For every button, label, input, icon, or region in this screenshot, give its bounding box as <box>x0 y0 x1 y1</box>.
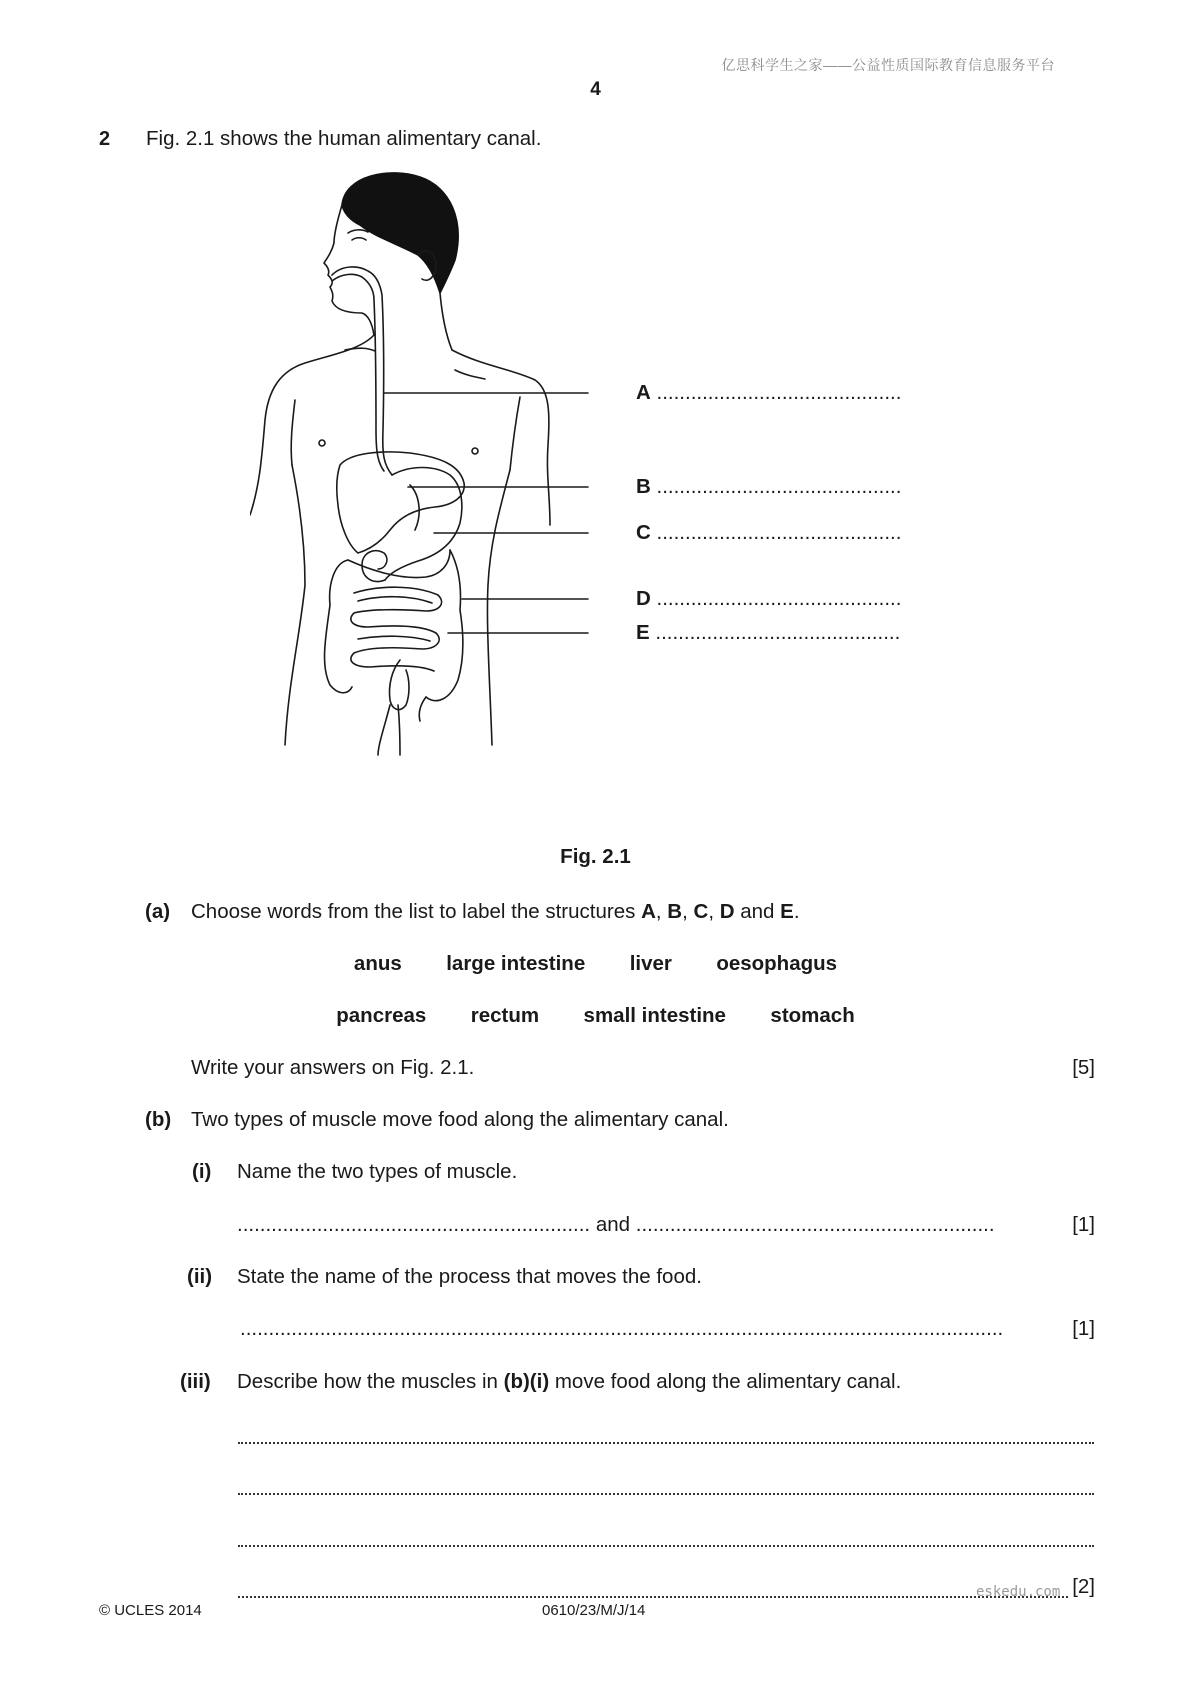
letter-a: A <box>641 900 656 923</box>
text-post: move food along the alimentary canal. <box>549 1370 902 1393</box>
word-option: rectum <box>470 1004 540 1027</box>
text-pre: Describe how the muscles in <box>237 1370 504 1393</box>
word-option: anus <box>353 952 402 975</box>
word-option: stomach <box>770 1004 855 1027</box>
part-b-label: (b) <box>145 1108 172 1131</box>
label-letter: D <box>636 587 651 610</box>
period: . <box>793 900 800 923</box>
part-b-i-marks: [1] <box>1072 1213 1095 1236</box>
figure-caption: Fig. 2.1 <box>560 845 631 868</box>
site-watermark: eskedu.com <box>976 1584 1061 1600</box>
part-b-iii-marks: [2] <box>1072 1575 1095 1598</box>
alimentary-canal-drawing <box>250 165 670 815</box>
part-b-iii-text <box>237 1370 901 1394</box>
answer-dots[interactable]: ........................................... <box>655 621 901 644</box>
separator: , <box>708 900 720 923</box>
answer-line-3[interactable] <box>238 1545 1094 1547</box>
part-b-iii-label: (iii) <box>180 1370 211 1393</box>
separator: , <box>682 900 694 923</box>
label-letter: A <box>636 381 651 404</box>
answer-line-4[interactable] <box>238 1596 1068 1598</box>
word-option: small intestine <box>583 1004 726 1027</box>
word-list-row-2 <box>0 1004 1191 1028</box>
part-b-ii-answer[interactable]: ...................................................................................................................................... <box>240 1317 1004 1340</box>
separator: and <box>734 900 781 923</box>
figure-label-e <box>636 621 900 645</box>
figure-label-b <box>636 475 901 499</box>
part-b-i-answer <box>237 1213 995 1237</box>
answer-dots-2[interactable]: ............................................................... <box>635 1213 995 1236</box>
part-b-ii-label: (ii) <box>187 1265 213 1288</box>
label-letter: C <box>636 521 651 544</box>
part-b-stem: Two types of muscle move food along the alimentary canal. <box>191 1108 729 1131</box>
part-b-ii-marks: [1] <box>1072 1317 1095 1340</box>
part-b-ii-text: State the name of the process that moves the food. <box>237 1265 702 1288</box>
letter-e: E <box>780 900 794 923</box>
question-number: 2 <box>99 128 111 150</box>
letter-b: B <box>667 900 683 923</box>
header-watermark: 亿思科学生之家——公益性质国际教育信息服务平台 <box>721 57 1055 73</box>
alimentary-canal-figure <box>250 165 670 820</box>
part-a-label: (a) <box>145 900 171 923</box>
word-option: liver <box>629 952 672 975</box>
part-a-marks: [5] <box>1072 1056 1095 1079</box>
text-ref: (b)(i) <box>503 1370 550 1393</box>
answer-dots[interactable]: ........................................... <box>656 587 902 610</box>
answer-dots-1[interactable]: .............................................................. <box>237 1213 591 1236</box>
question-intro: Fig. 2.1 shows the human alimentary canal. <box>146 127 542 150</box>
figure-label-c <box>636 521 901 545</box>
word-option: pancreas <box>336 1004 427 1027</box>
label-letter: B <box>636 475 651 498</box>
word-option: large intestine <box>446 952 586 975</box>
word-option: oesophagus <box>716 952 838 975</box>
part-a-instruction <box>191 900 800 924</box>
footer-copyright: © UCLES 2014 <box>99 1602 202 1619</box>
separator: , <box>655 900 668 923</box>
word-list-row-1 <box>0 952 1191 976</box>
figure-label-d <box>636 587 901 611</box>
footer-code: 0610/23/M/J/14 <box>542 1602 646 1619</box>
answer-line-2[interactable] <box>238 1493 1094 1495</box>
write-answers-note: Write your answers on Fig. 2.1. <box>191 1056 475 1079</box>
answer-dots[interactable]: ........................................... <box>656 381 902 404</box>
letter-c: C <box>693 900 709 923</box>
instruction-text: Choose words from the list to label the structures <box>191 900 642 923</box>
and-word: and <box>595 1213 631 1236</box>
answer-line-1[interactable] <box>238 1442 1094 1444</box>
part-b-i-label: (i) <box>192 1160 212 1183</box>
page-number: 4 <box>590 79 601 100</box>
part-b-i-text: Name the two types of muscle. <box>237 1160 518 1183</box>
answer-dots[interactable]: ........................................... <box>656 475 902 498</box>
figure-label-a <box>636 381 901 405</box>
answer-dots[interactable]: ........................................... <box>656 521 902 544</box>
letter-d: D <box>719 900 735 923</box>
label-letter: E <box>636 621 650 644</box>
